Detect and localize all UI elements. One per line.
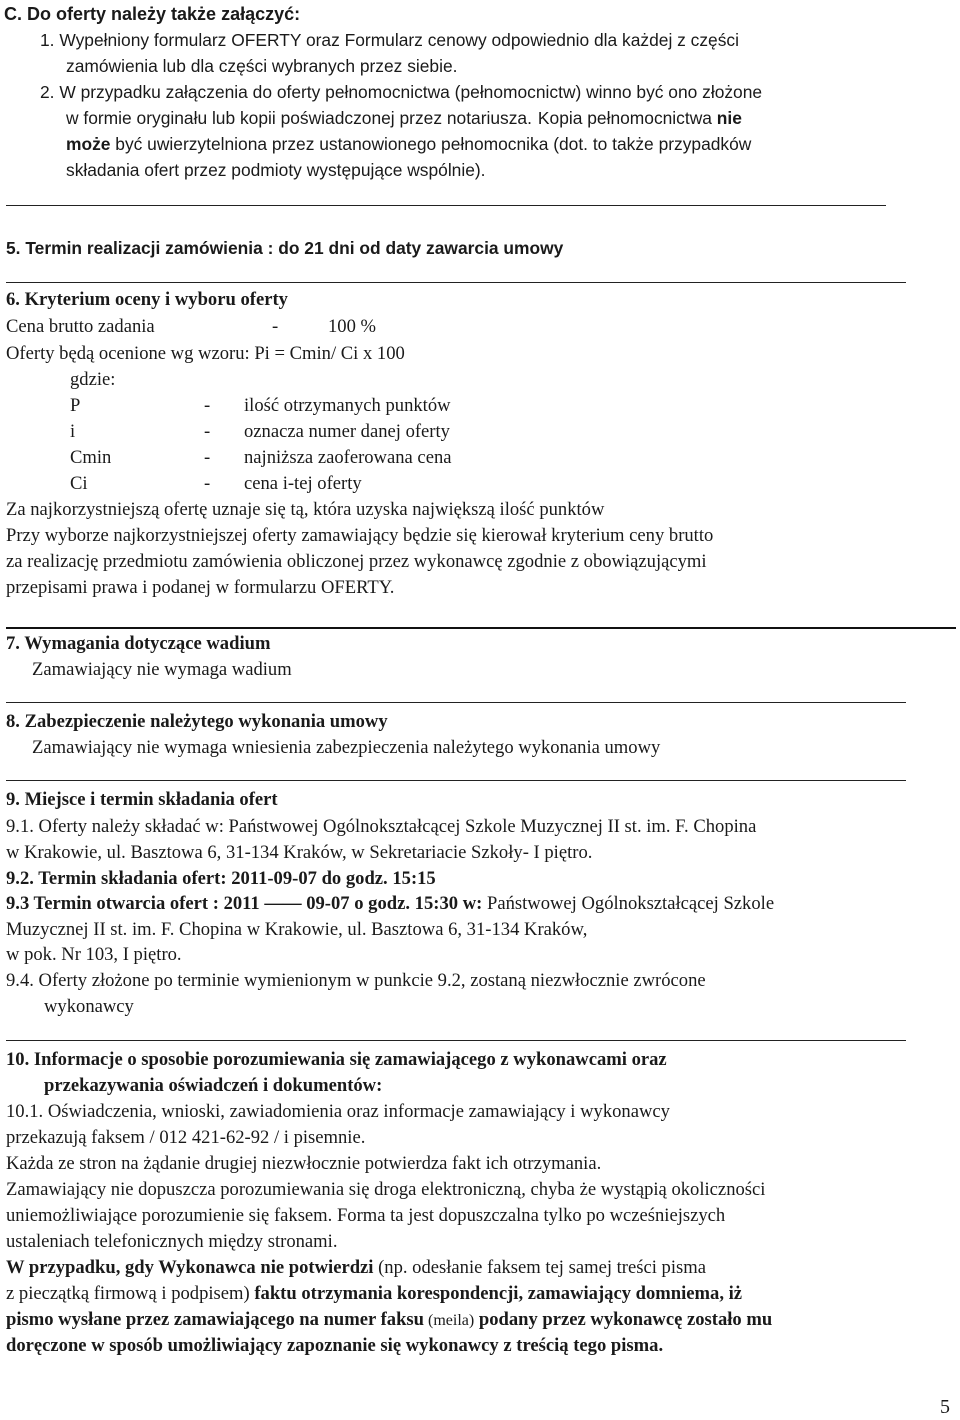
section9-3-line2: Muzycznej II st. im. F. Chopina w Krakowie, ul. Basztowa 6, 31-134 Kraków, bbox=[6, 919, 588, 940]
section10-1-line1: 10.1. Oświadczenia, wnioski, zawiadomienia oraz informacje zamawiający i wykonawcy bbox=[6, 1101, 670, 1122]
legend-dash: - bbox=[204, 421, 211, 442]
legend-description: oznacza numer danej oferty bbox=[244, 421, 450, 442]
section8-text: Zamawiający nie wymaga wniesienia zabezpieczenia należytego wykonania umowy bbox=[32, 737, 661, 758]
section-c-item1-line2: zamówienia lub dla części wybranych przez siebie. bbox=[66, 56, 458, 76]
section10-1-line2: przekazują faksem / 012 421-62-92 / i pisemnie. bbox=[6, 1127, 366, 1148]
criterion-label: Cena brutto zadania bbox=[6, 316, 155, 337]
section-c-item2-line3: może być uwierzytelniona przez ustanowionego pełnomocnika (dot. to także przypadków bbox=[66, 134, 752, 154]
legend-dash: - bbox=[204, 447, 211, 468]
legend-description: ilość otrzymanych punktów bbox=[244, 395, 451, 416]
section10-heading-line2: przekazywania oświadczeń i dokumentów: bbox=[44, 1075, 383, 1096]
criterion-weight: 100 % bbox=[328, 316, 377, 337]
section10-paragraph: Zamawiający nie dopuszcza porozumiewania się droga elektroniczną, chyba że wystąpią okoliczności bbox=[6, 1179, 766, 1200]
section8-heading: 8. Zabezpieczenie należytego wykonania umowy bbox=[6, 711, 388, 732]
section6-paragraph: Za najkorzystniejszą ofertę uznaje się tą, która uzyska największą ilość punktów bbox=[6, 499, 605, 520]
section9-4-line2: wykonawcy bbox=[44, 996, 134, 1017]
section9-2: 9.2. Termin składania ofert: 2011-09-07 do godz. 15:15 bbox=[6, 868, 436, 889]
formula-where: gdzie: bbox=[70, 369, 116, 390]
section10-paragraph: doręczone w sposób umożliwiający zapoznanie się wykonawcy z treścią tego pisma. bbox=[6, 1335, 664, 1356]
divider-rule bbox=[6, 627, 956, 629]
divider-rule bbox=[6, 282, 906, 283]
divider-rule bbox=[6, 1040, 906, 1041]
section9-1-line1: 9.1. Oferty należy składać w: Państwowej Ogólnokształcącej Szkole Muzycznej II st. im. F. Chopina bbox=[6, 816, 757, 837]
divider-rule bbox=[6, 702, 906, 703]
criterion-dash: - bbox=[272, 316, 279, 337]
legend-symbol: i bbox=[70, 421, 76, 442]
section10-paragraph: pismo wysłane przez zamawiającego na numer faksu (meila) podany przez wykonawcę zostało mu bbox=[6, 1309, 773, 1330]
section-c-item2-line4: składania ofert przez podmioty występujące wspólnie). bbox=[66, 160, 486, 180]
section10-paragraph: ustaleniach telefonicznych między stronami. bbox=[6, 1231, 338, 1252]
section6-paragraph: przepisami prawa i podanej w formularzu OFERTY. bbox=[6, 577, 395, 598]
formula-line: Oferty będą ocenione wg wzoru: Pi = Cmin/ Ci x 100 bbox=[6, 343, 405, 364]
legend-dash: - bbox=[204, 395, 211, 416]
legend-symbol: Ci bbox=[70, 473, 88, 494]
section6-paragraph: za realizację przedmiotu zamówienia obliczonej przez wykonawcę zgodnie z obowiązującymi bbox=[6, 551, 707, 572]
legend-description: najniższa zaoferowana cena bbox=[244, 447, 452, 468]
section-c-item2-line1: 2. W przypadku załączenia do oferty pełnomocnictwa (pełnomocnictw) winno być ono złożone bbox=[40, 82, 763, 102]
section6-paragraph: Przy wyborze najkorzystniejszej oferty zamawiający będzie się kierował kryterium ceny brutto bbox=[6, 525, 714, 546]
divider-rule bbox=[6, 205, 886, 206]
legend-symbol: P bbox=[70, 395, 81, 416]
section5-heading: 5. Termin realizacji zamówienia : do 21 dni od daty zawarcia umowy bbox=[6, 238, 564, 258]
section7-text: Zamawiający nie wymaga wadium bbox=[32, 659, 292, 680]
section-c-heading: C. Do oferty należy także załączyć: bbox=[4, 4, 301, 24]
section10-heading-line1: 10. Informacje o sposobie porozumiewania się zamawiającego z wykonawcami oraz bbox=[6, 1049, 667, 1070]
section9-3-line3: w pok. Nr 103, I piętro. bbox=[6, 944, 182, 965]
section10-paragraph: z pieczątką firmową i podpisem) faktu otrzymania korespondencji, zamawiający domniema, iż bbox=[6, 1283, 743, 1304]
section10-paragraph: W przypadku, gdy Wykonawca nie potwierdzi (np. odesłanie faksem tej samej treści pisma bbox=[6, 1257, 706, 1278]
legend-dash: - bbox=[204, 473, 211, 494]
section10-paragraph: uniemożliwiające porozumienie się faksem. Forma ta jest dopuszczalna tylko po wcześniejszych bbox=[6, 1205, 726, 1226]
section9-4-line1: 9.4. Oferty złożone po terminie wymienionym w punkcie 9.2, zostaną niezwłocznie zwrócone bbox=[6, 970, 706, 991]
section9-1-line2: w Krakowie, ul. Basztowa 6, 31-134 Kraków, w Sekretariacie Szkoły- I piętro. bbox=[6, 842, 593, 863]
legend-description: cena i-tej oferty bbox=[244, 473, 362, 494]
legend-symbol: Cmin bbox=[70, 447, 112, 468]
section6-heading: 6. Kryterium oceny i wyboru oferty bbox=[6, 289, 288, 310]
page-number: 5 bbox=[940, 1396, 950, 1418]
section-c-item1-line1: 1. Wypełniony formularz OFERTY oraz Formularz cenowy odpowiednio dla każdej z części bbox=[40, 30, 739, 50]
section9-3-line1: 9.3 Termin otwarcia ofert : 2011 —— 09-07 o godz. 15:30 w: Państwowej Ogólnokształcącej Szkole bbox=[6, 893, 775, 914]
section9-heading: 9. Miejsce i termin składania ofert bbox=[6, 789, 278, 810]
divider-rule bbox=[6, 780, 906, 781]
section-c-item2-line2: w formie oryginału lub kopii poświadczonej przez notariusza. Kopia pełnomocnictwa nie bbox=[66, 108, 742, 128]
section10-paragraph: Każda ze stron na żądanie drugiej niezwłocznie potwierdza fakt ich otrzymania. bbox=[6, 1153, 602, 1174]
section7-heading: 7. Wymagania dotyczące wadium bbox=[6, 633, 271, 654]
